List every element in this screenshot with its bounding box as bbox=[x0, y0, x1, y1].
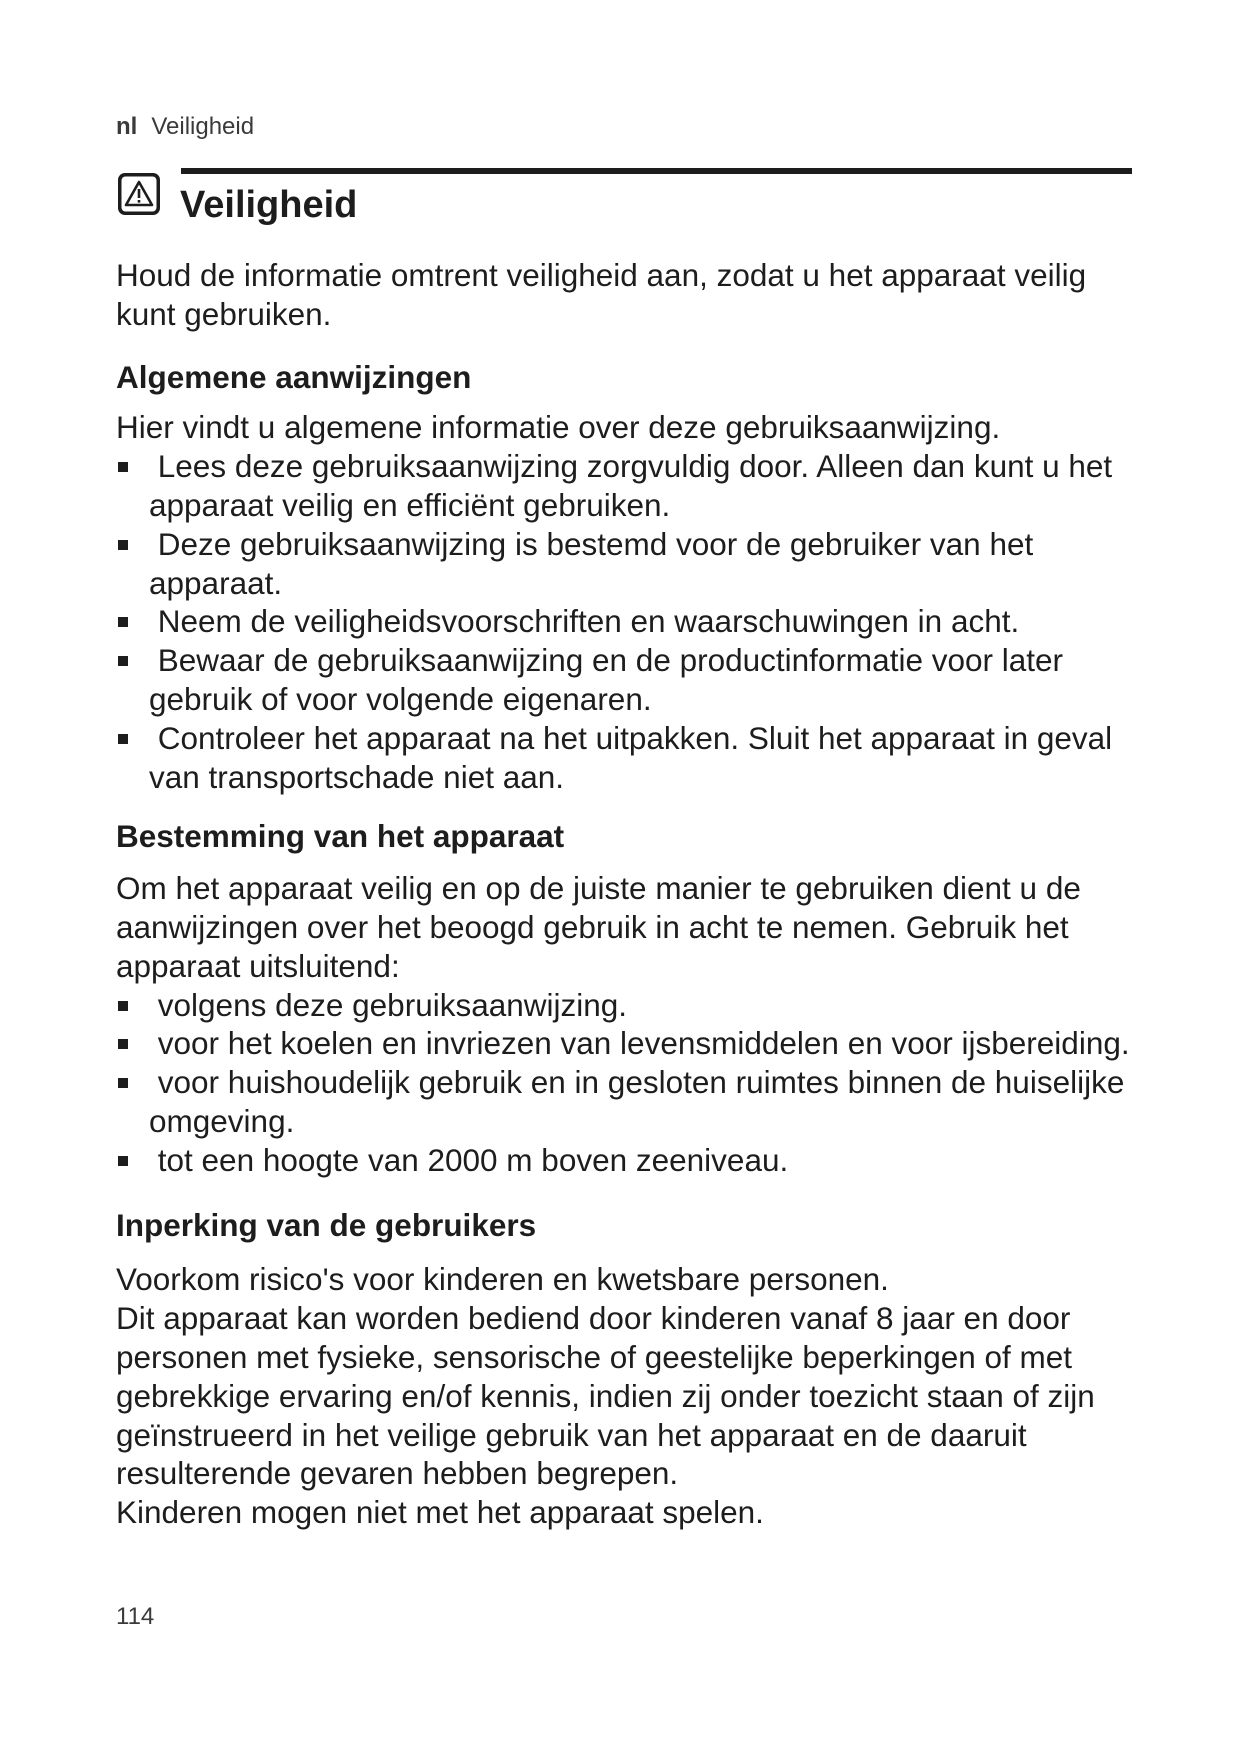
list-item: tot een hoogte van 2000 m boven zeeniveau. bbox=[116, 1141, 1136, 1180]
list-item: voor het koelen en invriezen van levensmiddelen en voor ijsbereiding. bbox=[116, 1024, 1136, 1063]
heading-general: Algemene aanwijzingen bbox=[116, 358, 472, 395]
running-header-section: Veiligheid bbox=[151, 113, 255, 140]
list-item: Controleer het apparaat na het uitpakken. Sluit het apparaat in geval van transportschade niet aan. bbox=[116, 719, 1136, 797]
running-header bbox=[116, 113, 254, 141]
heading-users: Inperking van de gebruikers bbox=[116, 1206, 537, 1243]
users-paragraph: Dit apparaat kan worden bediend door kinderen vanaf 8 jaar en door personen met fysieke, sensorische of geestelijke beperkingen of met gebrekkige ervaring en/of kennis, indien zij onder toezicht staan of zijn geïnstrueerd in het veilige gebruik van het apparaat en de daaruit resulterende gevaren hebben begrepen. bbox=[116, 1300, 1095, 1492]
list-item: Bewaar de gebruiksaanwijzing en de productinformatie voor later gebruik of voor volgende eigenaren. bbox=[116, 641, 1136, 719]
heading-purpose: Bestemming van het apparaat bbox=[116, 818, 565, 855]
purpose-lead: Om het apparaat veilig en op de juiste manier te gebruiken dient u de aanwijzingen over het beoogd gebruik in acht te nemen. Gebruik het apparaat uitsluitend: bbox=[116, 870, 1081, 984]
general-lead: Hier vindt u algemene informatie over deze gebruiksaanwijzing. bbox=[116, 409, 1001, 446]
body-content bbox=[116, 256, 1136, 1532]
list-item: Lees deze gebruiksaanwijzing zorgvuldig door. Alleen dan kunt u het apparaat veilig en efficiënt gebruiken. bbox=[116, 447, 1136, 525]
page-number: 114 bbox=[116, 1603, 155, 1630]
general-list bbox=[116, 447, 1136, 796]
intro-paragraph: Houd de informatie omtrent veiligheid aan, zodat u het apparaat veilig kunt gebruiken. bbox=[116, 257, 1087, 332]
warning-icon bbox=[116, 171, 162, 217]
users-lead: Voorkom risico's voor kinderen en kwetsbare personen. bbox=[116, 1261, 889, 1298]
list-item: volgens deze gebruiksaanwijzing. bbox=[116, 986, 1136, 1025]
list-item: Neem de veiligheidsvoorschriften en waarschuwingen in acht. bbox=[116, 602, 1136, 641]
list-item: voor huishoudelijk gebruik en in gesloten ruimtes binnen de huiselijke omgeving. bbox=[116, 1063, 1136, 1141]
language-code: nl bbox=[116, 113, 138, 140]
title-rule bbox=[181, 168, 1132, 174]
page-title: Veiligheid bbox=[180, 184, 358, 226]
users-paragraph-children: Kinderen mogen niet met het apparaat spelen. bbox=[116, 1494, 764, 1531]
list-item: Deze gebruiksaanwijzing is bestemd voor de gebruiker van het apparaat. bbox=[116, 525, 1136, 603]
purpose-list bbox=[116, 986, 1136, 1180]
